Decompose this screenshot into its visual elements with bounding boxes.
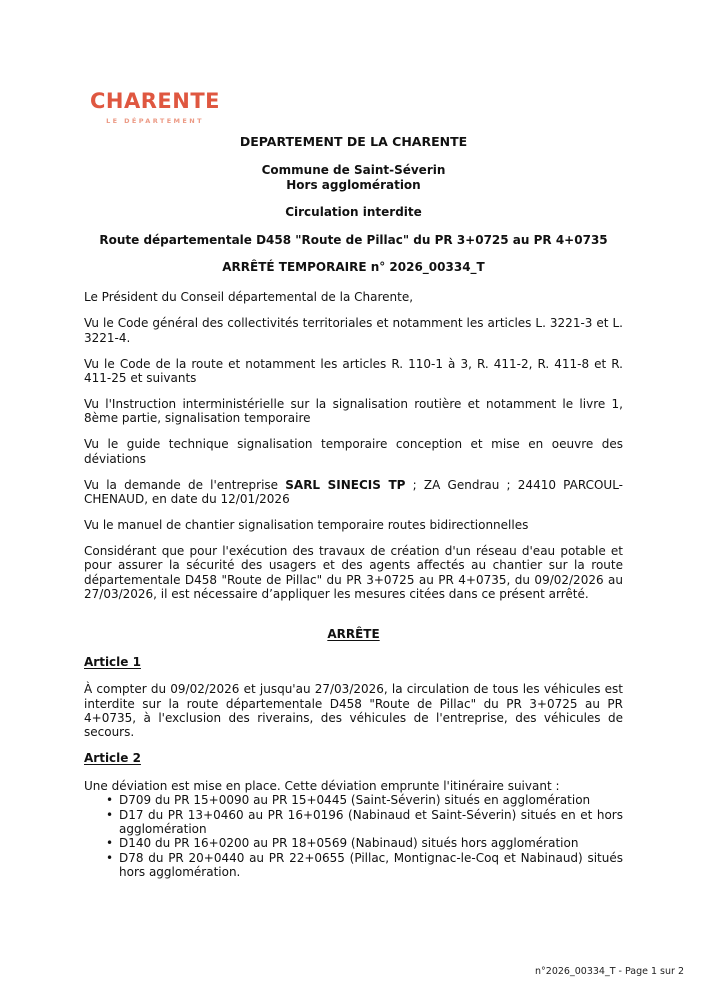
- deviation-item: • D17 du PR 13+0460 au PR 16+0196 (Nabinaud et Saint-Séverin) situés en et hors agglomération: [106, 808, 623, 837]
- visa-demande: [84, 478, 623, 507]
- president-line: Le Président du Conseil départemental de la Charente,: [84, 290, 414, 305]
- visa-demande-prefix: Vu la demande de l'entreprise: [84, 477, 286, 492]
- commune-block: [84, 163, 623, 192]
- article-2-heading-wrap: [84, 751, 623, 765]
- deviation-item: • D78 du PR 20+0440 au PR 22+0655 (Pillac, Montignac-le-Coq et Nabinaud) situés hors agglomération.: [106, 851, 623, 880]
- visa-manuel: Vu le manuel de chantier signalisation temporaire routes bidirectionnelles: [84, 517, 529, 532]
- article-1-heading-wrap: [84, 655, 623, 669]
- article-2-intro: Une déviation est mise en place. Cette déviation emprunte l'itinéraire suivant :: [84, 778, 560, 793]
- deviation-list: [84, 793, 623, 879]
- logo-subtitle: LE DÉPARTEMENT: [106, 117, 204, 125]
- document-header: [84, 135, 623, 274]
- article-2-heading: Article 2: [84, 751, 141, 766]
- visa-code-collectivites: Vu le Code général des collectivités territoriales et notamment les articles L. 3221-3 et L. 3221-4.: [84, 316, 623, 345]
- department-title: DEPARTEMENT DE LA CHARENTE: [239, 134, 468, 149]
- page-footer: n°2026_00334_T - Page 1 sur 2: [535, 966, 684, 977]
- document-body: [84, 290, 623, 879]
- visa-code-route: Vu le Code de la route et notamment les articles R. 110-1 à 3, R. 411-2, R. 411-8 et R. 411-25 et suivants: [84, 356, 623, 386]
- article-1-body: À compter du 09/02/2026 et jusqu'au 27/03/2026, la circulation de tous les véhicules est interdite sur la route départementale D458 "Route de Pillac" du PR 3+0725 au PR 4+0735, à l'exclusion des riverains, des véhicules de l'entreprise, des véhicules de secours.: [84, 682, 623, 740]
- order-title: ARRÊTÉ TEMPORAIRE n° 2026_00334_T: [222, 260, 485, 275]
- arrete-heading: ARRÊTE: [327, 627, 380, 642]
- company-name: SARL SINECIS TP: [285, 477, 406, 492]
- considerant-paragraph: Considérant que pour l'exécution des travaux de création d'un réseau d'eau potable et pour assurer la sécurité des usagers et des agents affectés au chantier sur la route départementale D458 "Route de Pillac" du PR 3+0725 au PR 4+0735, du 09/02/2026 au 27/03/2026, il est nécessaire d’appliquer les mesures citées dans ce présent arrêté.: [84, 543, 623, 602]
- road-line: Route départementale D458 "Route de Pillac" du PR 3+0725 au PR 4+0735: [99, 232, 608, 247]
- arrete-heading-wrap: [84, 627, 623, 641]
- visa-instruction: Vu l'Instruction interministérielle sur la signalisation routière et notamment le livre 1, 8ème partie, signalisation temporaire: [84, 396, 623, 426]
- restriction-line: Circulation interdite: [285, 205, 422, 220]
- charente-logo: [90, 90, 220, 128]
- commune-line: Commune de Saint-Séverin: [261, 163, 446, 178]
- visa-guide-technique: Vu le guide technique signalisation temporaire conception et mise en oeuvre des déviations: [84, 437, 623, 466]
- visa-demande-suffix: ; ZA Gendrau ; 24410 PARCOUL-CHENAUD, en date du 12/01/2026: [84, 477, 624, 506]
- article-1-heading: Article 1: [84, 654, 141, 669]
- deviation-item: • D709 du PR 15+0090 au PR 15+0445 (Saint-Séverin) situés en agglomération: [106, 793, 623, 807]
- deviation-item: • D140 du PR 16+0200 au PR 18+0569 (Nabinaud) situés hors agglomération: [106, 836, 623, 850]
- logo-title: CHARENTE: [90, 89, 220, 113]
- agglomeration-line: Hors agglomération: [286, 177, 421, 192]
